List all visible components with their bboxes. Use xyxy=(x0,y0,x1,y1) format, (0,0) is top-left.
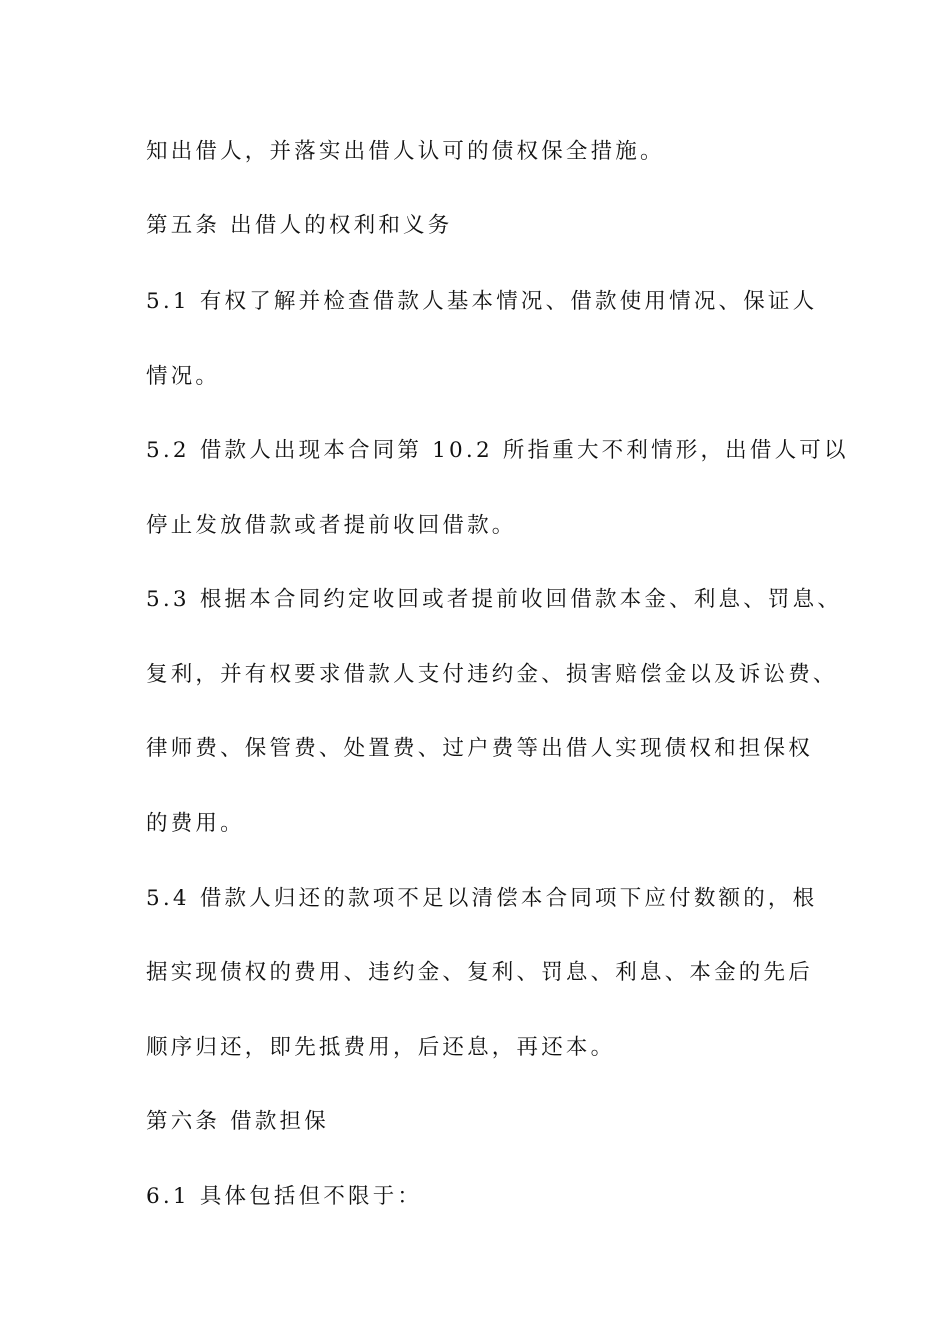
paragraph-line: 5.4 借款人归还的款项不足以清偿本合同项下应付数额的，根 xyxy=(146,886,818,911)
paragraph-line: 知出借人，并落实出借人认可的债权保全措施。 xyxy=(146,139,665,164)
paragraph-line: 5.1 有权了解并检查借款人基本情况、借款使用情况、保证人 xyxy=(146,289,818,314)
paragraph-line: 律师费、保管费、处置费、过户费等出借人实现债权和担保权 xyxy=(146,736,813,761)
paragraph-line: 的费用。 xyxy=(146,811,245,836)
paragraph-line: 情况。 xyxy=(146,364,221,389)
paragraph-line: 停止发放借款或者提前收回借款。 xyxy=(146,513,517,538)
paragraph-line: 5.3 根据本合同约定收回或者提前收回借款本金、利息、罚息、 xyxy=(146,587,843,612)
paragraph-line: 6.1 具体包括但不限于： xyxy=(146,1184,423,1209)
paragraph-line: 5.2 借款人出现本合同第 10.2 所指重大不利情形，出借人可以 xyxy=(146,438,849,463)
section-heading: 第六条 借款担保 xyxy=(146,1109,329,1134)
paragraph-line: 顺序归还，即先抵费用，后还息，再还本。 xyxy=(146,1035,616,1060)
section-heading: 第五条 出借人的权利和义务 xyxy=(146,213,453,238)
paragraph-line: 复利，并有权要求借款人支付违约金、损害赔偿金以及诉讼费、 xyxy=(146,662,838,687)
paragraph-line: 据实现债权的费用、违约金、复利、罚息、利息、本金的先后 xyxy=(146,960,813,985)
